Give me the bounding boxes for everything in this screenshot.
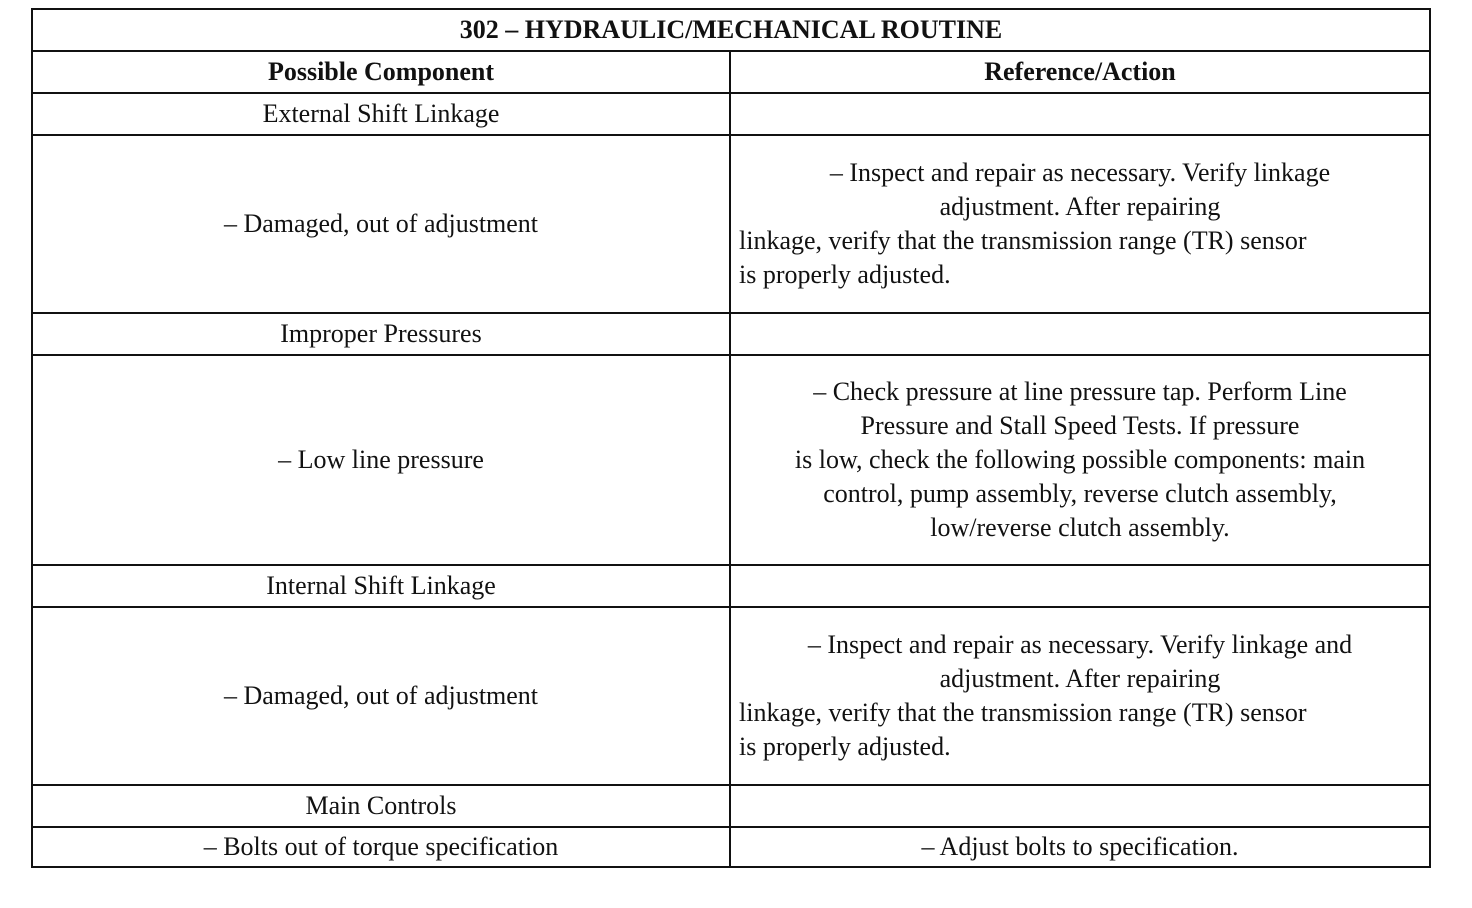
- component-category-cell: External Shift Linkage: [32, 93, 730, 135]
- action-line: is properly adjusted.: [739, 260, 951, 289]
- action-line: – Inspect and repair as necessary. Verify linkage: [829, 158, 1331, 187]
- table-title: 302 – HYDRAULIC/MECHANICAL ROUTINE: [32, 9, 1430, 51]
- action-line: adjustment. After repairing: [939, 192, 1221, 221]
- action-line: – Inspect and repair as necessary. Verify linkage and: [807, 630, 1353, 659]
- table-row: [32, 565, 1430, 607]
- action-cell: [730, 607, 1430, 785]
- action-line: Pressure and Stall Speed Tests. If pressure: [860, 411, 1300, 440]
- table-row: [32, 827, 1430, 867]
- action-cell: – Adjust bolts to specification.: [730, 827, 1430, 867]
- action-line: – Check pressure at line pressure tap. Perform Line: [813, 377, 1347, 406]
- component-condition-cell: – Low line pressure: [32, 355, 730, 565]
- component-condition-cell: – Damaged, out of adjustment: [32, 607, 730, 785]
- action-cell-empty: [730, 93, 1430, 135]
- table-row: [32, 785, 1430, 827]
- action-cell-empty: [730, 785, 1430, 827]
- action-cell-empty: [730, 313, 1430, 355]
- component-category-cell: Improper Pressures: [32, 313, 730, 355]
- action-line: is properly adjusted.: [739, 732, 951, 761]
- component-category-cell: Main Controls: [32, 785, 730, 827]
- column-header-possible-component: Possible Component: [32, 51, 730, 93]
- action-line: is low, check the following possible components: main: [794, 445, 1366, 474]
- table-row: [32, 607, 1430, 785]
- table-row: [32, 93, 1430, 135]
- hydraulic-mechanical-routine-table: [31, 8, 1431, 868]
- action-line: linkage, verify that the transmission range (TR) sensor: [739, 226, 1307, 255]
- component-condition-cell: – Bolts out of torque specification: [32, 827, 730, 867]
- table-row: [32, 355, 1430, 565]
- action-line: adjustment. After repairing: [939, 664, 1221, 693]
- table-row: [32, 135, 1430, 313]
- action-line: control, pump assembly, reverse clutch assembly,: [823, 479, 1337, 508]
- action-cell: [730, 355, 1430, 565]
- column-header-reference-action: Reference/Action: [730, 51, 1430, 93]
- action-cell-empty: [730, 565, 1430, 607]
- component-category-cell: Internal Shift Linkage: [32, 565, 730, 607]
- action-line: low/reverse clutch assembly.: [930, 513, 1230, 542]
- action-cell: [730, 135, 1430, 313]
- table-row: [32, 313, 1430, 355]
- component-condition-cell: – Damaged, out of adjustment: [32, 135, 730, 313]
- action-line: linkage, verify that the transmission range (TR) sensor: [739, 698, 1307, 727]
